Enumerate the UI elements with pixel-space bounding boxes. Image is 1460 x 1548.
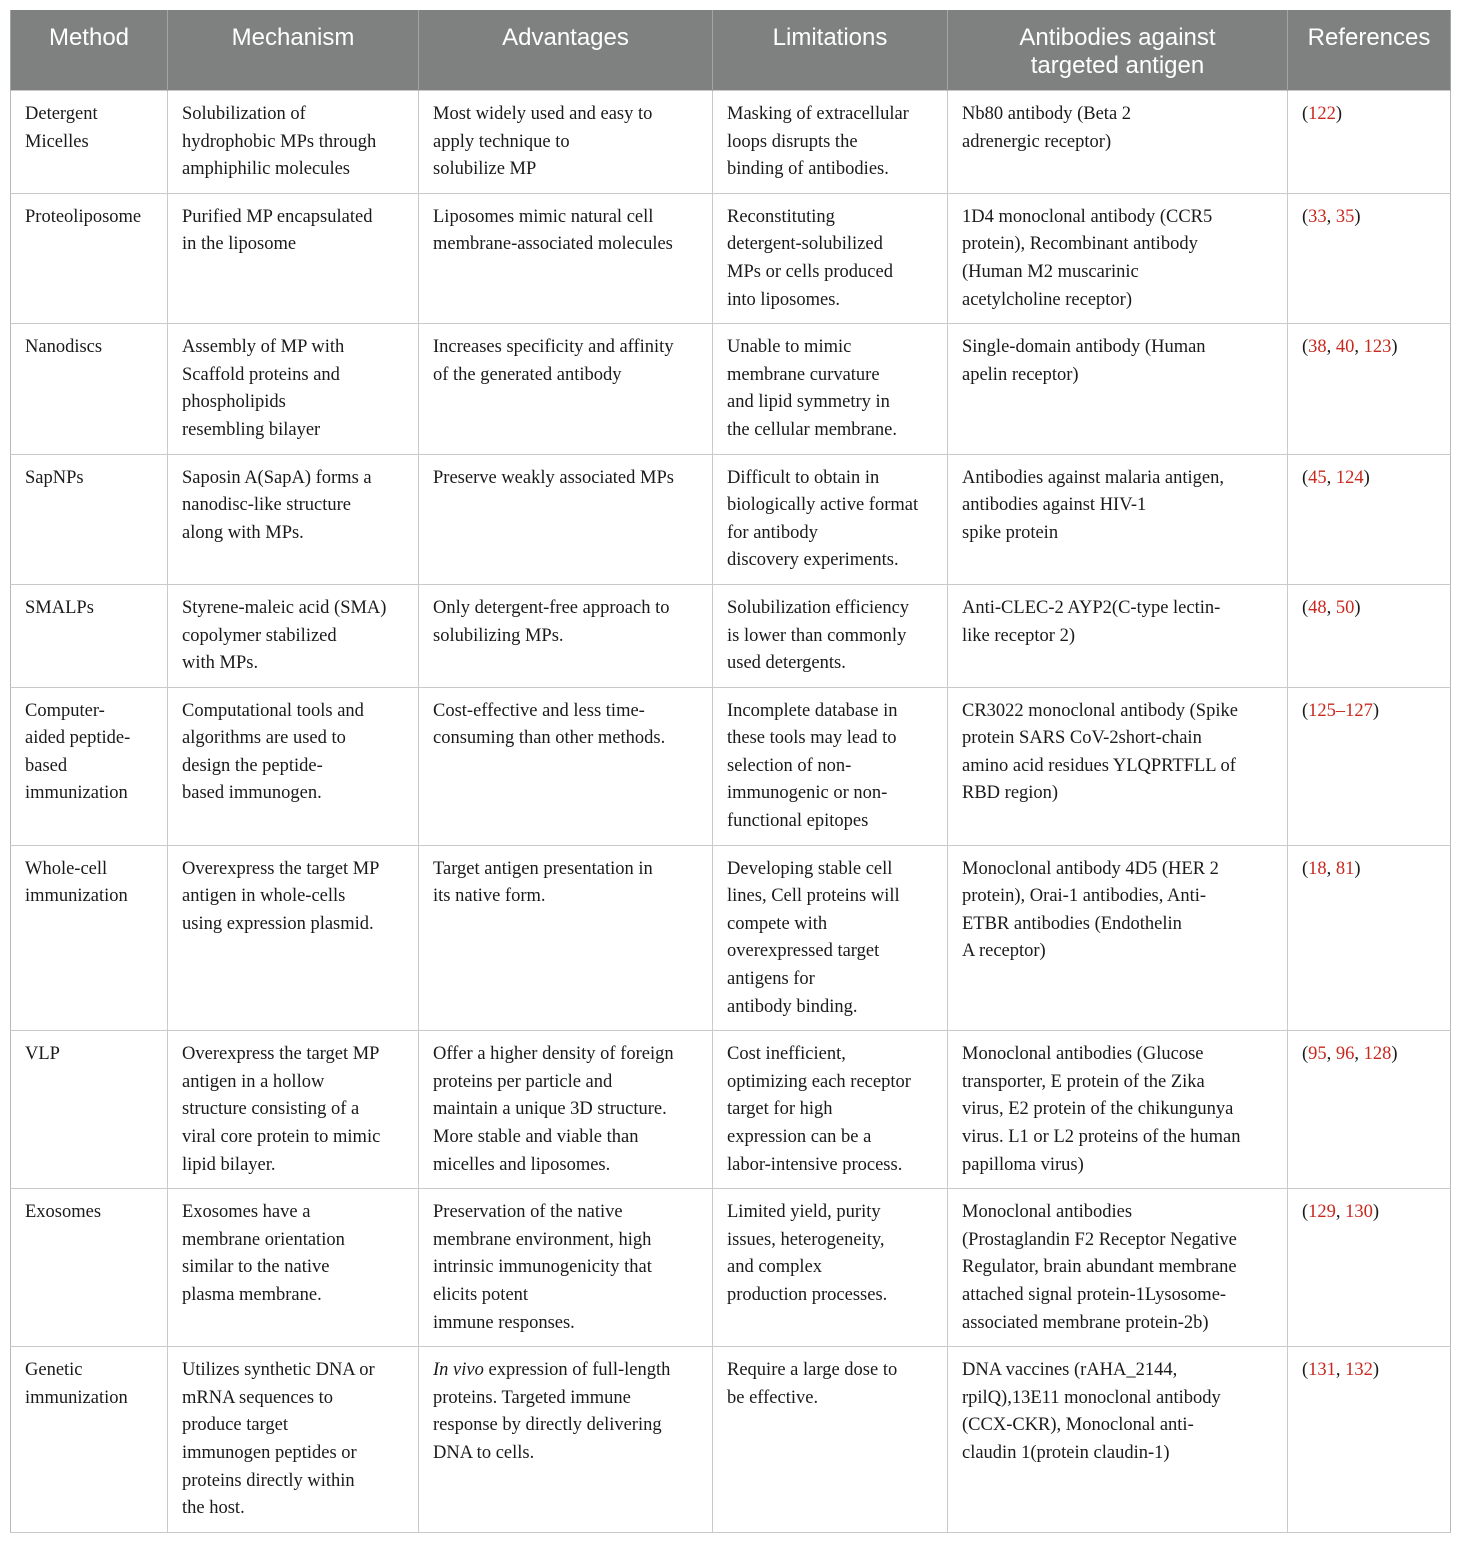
cell-limitations-line: Incomplete database in xyxy=(727,700,898,721)
cell-advantages xyxy=(419,91,713,194)
cell-advantages-line: proteins. Targeted immune xyxy=(433,1387,631,1408)
table-body xyxy=(11,91,1451,1533)
cell-advantages-line: intrinsic immunogenicity that xyxy=(433,1257,652,1278)
cell-method-line: Computer- xyxy=(25,700,105,721)
cell-limitations-line: selection of non- xyxy=(727,755,852,776)
cell-antibodies-line: acetylcholine receptor) xyxy=(962,289,1132,310)
cell-advantages xyxy=(419,1347,713,1533)
cell-limitations-line: detergent-solubilized xyxy=(727,234,883,255)
cell-method xyxy=(11,454,168,584)
cell-advantages xyxy=(419,1189,713,1347)
cell-limitations xyxy=(713,1031,948,1189)
cell-advantages-line: expression of full-length xyxy=(483,1360,671,1381)
cell-mechanism-line: membrane orientation xyxy=(182,1229,345,1250)
cell-limitations-line: Unable to mimic xyxy=(727,337,852,358)
cell-limitations xyxy=(713,324,948,454)
cell-method xyxy=(11,1189,168,1347)
cell-method-line: immunization xyxy=(25,1387,128,1408)
cell-limitations-line: issues, heterogeneity, xyxy=(727,1229,885,1250)
cell-advantages-line: Increases specificity and affinity xyxy=(433,337,674,358)
cell-limitations xyxy=(713,845,948,1031)
cell-references: (129, 130) xyxy=(1288,1189,1451,1347)
cell-mechanism-line: structure consisting of a xyxy=(182,1099,360,1120)
cell-antibodies-line: transporter, E protein of the Zika xyxy=(962,1071,1205,1092)
cell-limitations-line: membrane curvature xyxy=(727,364,880,385)
reference-link[interactable]: 33 xyxy=(1308,206,1327,227)
cell-advantages-line: maintain a unique 3D structure. xyxy=(433,1099,667,1120)
cell-method-line: Exosomes xyxy=(25,1202,102,1223)
cell-limitations-line: antigens for xyxy=(727,969,815,990)
cell-limitations xyxy=(713,1347,948,1533)
reference-link[interactable]: 48 xyxy=(1308,597,1327,618)
cell-limitations-line: Solubilization efficiency xyxy=(727,597,910,618)
reference-link[interactable]: 130 xyxy=(1345,1202,1373,1223)
header-method: Method xyxy=(11,10,168,91)
cell-advantages-line: Offer a higher density of foreign xyxy=(433,1044,674,1065)
cell-antibodies-line: claudin 1(protein claudin-1) xyxy=(962,1442,1170,1463)
cell-method-line: Nanodiscs xyxy=(25,337,103,358)
reference-link[interactable]: 95 xyxy=(1308,1044,1327,1065)
cell-references: (125–127) xyxy=(1288,687,1451,845)
cell-antibodies xyxy=(948,687,1288,845)
cell-mechanism-line: amphiphilic molecules xyxy=(182,159,350,180)
reference-link[interactable]: 50 xyxy=(1335,597,1355,618)
cell-references: (38, 40, 123) xyxy=(1288,324,1451,454)
cell-limitations-line: be effective. xyxy=(727,1387,819,1408)
header-antibodies-label: Antibodies against targeted antigen xyxy=(1019,24,1216,79)
cell-advantages xyxy=(419,687,713,845)
cell-mechanism-line: lipid bilayer. xyxy=(182,1154,276,1175)
cell-mechanism-line: mRNA sequences to xyxy=(182,1387,334,1408)
cell-advantages xyxy=(419,584,713,687)
reference-link[interactable]: 81 xyxy=(1335,858,1355,879)
table-row xyxy=(11,1189,1451,1347)
cell-antibodies-line: amino acid residues YLQPRTFLL of xyxy=(962,755,1236,776)
cell-limitations-line: discovery experiments. xyxy=(727,550,899,571)
cell-antibodies-line: Anti-CLEC-2 AYP2(C-type lectin- xyxy=(962,597,1221,618)
cell-limitations-line: biologically active format xyxy=(727,495,919,516)
cell-mechanism-line: using expression plasmid. xyxy=(182,913,374,934)
cell-antibodies-line: like receptor 2) xyxy=(962,625,1075,646)
cell-method xyxy=(11,1031,168,1189)
cell-limitations-line: and lipid symmetry in xyxy=(727,392,890,413)
cell-mechanism-line: antigen in whole-cells xyxy=(182,886,346,907)
cell-advantages xyxy=(419,845,713,1031)
cell-antibodies-line: rpilQ),13E11 monoclonal antibody xyxy=(962,1387,1221,1408)
cell-method xyxy=(11,584,168,687)
cell-mechanism-line: along with MPs. xyxy=(182,522,304,543)
cell-limitations-line: compete with xyxy=(727,913,828,934)
cell-advantages xyxy=(419,454,713,584)
cell-limitations-line: target for high xyxy=(727,1099,833,1120)
reference-link[interactable]: 125–127 xyxy=(1308,700,1373,721)
cell-mechanism-line: design the peptide- xyxy=(182,755,323,776)
cell-advantages-line: Preserve weakly associated MPs xyxy=(433,467,674,488)
cell-advantages-line: solubilize MP xyxy=(433,159,537,180)
cell-advantages-line: membrane environment, high xyxy=(433,1229,652,1250)
cell-limitations-line: loops disrupts the xyxy=(727,131,858,152)
cell-method-line: Micelles xyxy=(25,131,89,152)
table-row xyxy=(11,324,1451,454)
cell-limitations-line: production processes. xyxy=(727,1284,888,1305)
cell-mechanism-line: in the liposome xyxy=(182,234,297,255)
cell-mechanism-line: Scaffold proteins and xyxy=(182,364,340,385)
cell-method-line: immunization xyxy=(25,783,128,804)
cell-limitations-line: labor-intensive process. xyxy=(727,1154,903,1175)
cell-antibodies-line: Monoclonal antibody 4D5 (HER 2 xyxy=(962,858,1219,879)
cell-advantages-line: Only detergent-free approach to xyxy=(433,597,670,618)
cell-advantages-line: apply technique to xyxy=(433,131,570,152)
cell-references: (122) xyxy=(1288,91,1451,194)
cell-mechanism-line: with MPs. xyxy=(182,653,259,674)
cell-mechanism-line: Exosomes have a xyxy=(182,1202,311,1223)
cell-limitations-line: for antibody xyxy=(727,522,818,543)
cell-method-line: Proteoliposome xyxy=(25,206,142,227)
cell-references: (18, 81) xyxy=(1288,845,1451,1031)
cell-mechanism xyxy=(168,193,419,323)
cell-limitations-line: Masking of extracellular xyxy=(727,104,909,124)
cell-advantages-line: of the generated antibody xyxy=(433,364,622,385)
reference-link[interactable]: 40 xyxy=(1335,337,1355,358)
cell-method-line: immunization xyxy=(25,886,128,907)
cell-mechanism xyxy=(168,687,419,845)
cell-mechanism-line: algorithms are used to xyxy=(182,728,346,749)
cell-antibodies-line: Regulator, brain abundant membrane xyxy=(962,1257,1237,1278)
reference-link[interactable]: 124 xyxy=(1335,467,1364,488)
reference-link[interactable]: 128 xyxy=(1363,1044,1392,1065)
cell-advantages-line: solubilizing MPs. xyxy=(433,625,564,646)
cell-advantages-line: immune responses. xyxy=(433,1312,575,1333)
table-row xyxy=(11,91,1451,194)
cell-limitations-line: Cost inefficient, xyxy=(727,1044,846,1065)
cell-antibodies-line: apelin receptor) xyxy=(962,364,1079,385)
cell-antibodies xyxy=(948,1347,1288,1533)
cell-antibodies xyxy=(948,193,1288,323)
cell-antibodies-line: DNA vaccines (rAHA_2144, xyxy=(962,1360,1178,1381)
cell-method-line: aided peptide- xyxy=(25,728,131,749)
cell-advantages-line: Most widely used and easy to xyxy=(433,104,653,124)
cell-antibodies-line: (Prostaglandin F2 Receptor Negative xyxy=(962,1229,1237,1250)
cell-limitations-line: antibody binding. xyxy=(727,996,858,1017)
table-row xyxy=(11,1347,1451,1533)
cell-mechanism-line: nanodisc-like structure xyxy=(182,495,352,516)
cell-mechanism xyxy=(168,1347,419,1533)
cell-limitations-line: into liposomes. xyxy=(727,289,841,310)
cell-advantages-line: More stable and viable than xyxy=(433,1127,639,1147)
cell-advantages-line: its native form. xyxy=(433,886,546,907)
cell-method-line: SMALPs xyxy=(25,597,94,618)
cell-mechanism xyxy=(168,845,419,1031)
cell-limitations-line: expression can be a xyxy=(727,1127,872,1147)
cell-method-line: based xyxy=(25,755,68,776)
cell-mechanism xyxy=(168,584,419,687)
cell-limitations xyxy=(713,91,948,194)
table-row xyxy=(11,454,1451,584)
cell-antibodies-line: (Human M2 muscarinic xyxy=(962,261,1139,282)
header-antibodies xyxy=(948,10,1288,91)
cell-method xyxy=(11,845,168,1031)
cell-mechanism xyxy=(168,1031,419,1189)
italic-term: In vivo xyxy=(433,1360,484,1381)
cell-antibodies-line: ETBR antibodies (Endothelin xyxy=(962,913,1182,934)
cell-method xyxy=(11,193,168,323)
cell-antibodies-line: protein), Orai-1 antibodies, Anti- xyxy=(962,886,1207,907)
cell-limitations xyxy=(713,1189,948,1347)
cell-advantages xyxy=(419,193,713,323)
cell-advantages-line: consuming than other methods. xyxy=(433,728,666,749)
cell-antibodies-line: Nb80 antibody (Beta 2 xyxy=(962,104,1132,124)
table-container xyxy=(10,10,1450,1533)
cell-mechanism-line: based immunogen. xyxy=(182,783,322,804)
cell-limitations-line: immunogenic or non- xyxy=(727,783,888,804)
cell-mechanism-line: Assembly of MP with xyxy=(182,337,345,358)
cell-limitations-line: optimizing each receptor xyxy=(727,1071,911,1092)
cell-limitations xyxy=(713,454,948,584)
cell-limitations-line: Require a large dose to xyxy=(727,1360,898,1381)
header-row xyxy=(11,10,1451,91)
cell-antibodies-line: virus. L1 or L2 proteins of the human xyxy=(962,1127,1241,1147)
cell-mechanism-line: immunogen peptides or xyxy=(182,1442,357,1463)
cell-limitations-line: and complex xyxy=(727,1257,823,1278)
cell-antibodies-line: RBD region) xyxy=(962,783,1059,804)
cell-limitations-line: Reconstituting xyxy=(727,206,835,227)
cell-advantages-line: elicits potent xyxy=(433,1284,529,1305)
cell-advantages xyxy=(419,1031,713,1189)
cell-method-line: Whole-cell xyxy=(25,858,108,879)
reference-link[interactable]: 132 xyxy=(1345,1360,1373,1381)
cell-limitations-line: lines, Cell proteins will xyxy=(727,886,900,907)
cell-mechanism-line: Purified MP encapsulated xyxy=(182,206,373,227)
cell-mechanism xyxy=(168,1189,419,1347)
cell-mechanism-line: Saposin A(SapA) forms a xyxy=(182,467,372,488)
cell-mechanism-line: hydrophobic MPs through xyxy=(182,131,377,152)
cell-mechanism-line: plasma membrane. xyxy=(182,1284,322,1305)
cell-method xyxy=(11,91,168,194)
cell-method-line: SapNPs xyxy=(25,467,84,488)
methods-comparison-table xyxy=(10,10,1451,1533)
cell-antibodies-line: A receptor) xyxy=(962,941,1046,962)
cell-antibodies xyxy=(948,1189,1288,1347)
cell-antibodies-line: Monoclonal antibodies (Glucose xyxy=(962,1044,1204,1065)
cell-antibodies-line: protein SARS CoV-2short-chain xyxy=(962,728,1202,749)
cell-antibodies-line: Single-domain antibody (Human xyxy=(962,337,1206,358)
cell-limitations-line: binding of antibodies. xyxy=(727,159,889,180)
cell-antibodies xyxy=(948,845,1288,1031)
header-mechanism: Mechanism xyxy=(168,10,419,91)
cell-advantages-line: membrane-associated molecules xyxy=(433,234,673,255)
cell-antibodies xyxy=(948,584,1288,687)
cell-antibodies xyxy=(948,91,1288,194)
cell-limitations-line: MPs or cells produced xyxy=(727,261,893,282)
cell-advantages-line: micelles and liposomes. xyxy=(433,1154,611,1175)
cell-mechanism xyxy=(168,454,419,584)
cell-mechanism xyxy=(168,324,419,454)
cell-limitations-line: used detergents. xyxy=(727,653,846,674)
cell-mechanism-line: antigen in a hollow xyxy=(182,1071,325,1092)
cell-mechanism-line: Solubilization of xyxy=(182,104,306,124)
cell-mechanism-line: Overexpress the target MP xyxy=(182,858,380,879)
reference-link[interactable]: 18 xyxy=(1308,858,1327,879)
cell-references: (33, 35) xyxy=(1288,193,1451,323)
cell-antibodies xyxy=(948,454,1288,584)
cell-advantages-line: response by directly delivering xyxy=(433,1415,662,1436)
cell-mechanism-line: viral core protein to mimic xyxy=(182,1127,381,1147)
cell-antibodies-line: protein), Recombinant antibody xyxy=(962,234,1198,255)
header-limitations: Limitations xyxy=(713,10,948,91)
cell-limitations-line: functional epitopes xyxy=(727,811,869,832)
cell-antibodies xyxy=(948,1031,1288,1189)
table-row xyxy=(11,1031,1451,1189)
cell-limitations-line: Difficult to obtain in xyxy=(727,467,880,488)
reference-link[interactable]: 96 xyxy=(1335,1044,1355,1065)
cell-antibodies-line: papilloma virus) xyxy=(962,1154,1084,1175)
cell-mechanism-line: produce target xyxy=(182,1415,288,1436)
cell-limitations-line: Limited yield, purity xyxy=(727,1202,881,1223)
cell-antibodies-line: Monoclonal antibodies xyxy=(962,1202,1133,1223)
cell-advantages-line: Cost-effective and less time- xyxy=(433,700,645,721)
cell-references: (95, 96, 128) xyxy=(1288,1031,1451,1189)
cell-mechanism-line: phospholipids xyxy=(182,392,286,413)
cell-limitations-line: Developing stable cell xyxy=(727,858,893,879)
cell-method-line: Genetic xyxy=(25,1360,83,1381)
cell-method xyxy=(11,1347,168,1533)
cell-advantages-line: Target antigen presentation in xyxy=(433,858,653,879)
cell-advantages-line: proteins per particle and xyxy=(433,1071,613,1092)
cell-method-line: VLP xyxy=(25,1044,60,1065)
cell-antibodies-line: associated membrane protein-2b) xyxy=(962,1312,1209,1333)
cell-mechanism-line: Computational tools and xyxy=(182,700,364,721)
reference-link[interactable]: 35 xyxy=(1335,206,1355,227)
table-row xyxy=(11,584,1451,687)
cell-limitations-line: the cellular membrane. xyxy=(727,419,898,440)
table-row xyxy=(11,687,1451,845)
cell-antibodies-line: CR3022 monoclonal antibody (Spike xyxy=(962,700,1238,721)
cell-references: (48, 50) xyxy=(1288,584,1451,687)
cell-mechanism-line: the host. xyxy=(182,1498,245,1519)
cell-antibodies-line: (CCX-CKR), Monoclonal anti- xyxy=(962,1415,1194,1436)
cell-advantages-line: DNA to cells. xyxy=(433,1442,535,1463)
cell-mechanism-line: copolymer stabilized xyxy=(182,625,337,646)
cell-limitations xyxy=(713,193,948,323)
reference-link[interactable]: 129 xyxy=(1308,1202,1336,1223)
cell-method xyxy=(11,687,168,845)
cell-limitations xyxy=(713,584,948,687)
header-advantages: Advantages xyxy=(419,10,713,91)
cell-references: (45, 124) xyxy=(1288,454,1451,584)
cell-antibodies-line: virus, E2 protein of the chikungunya xyxy=(962,1099,1234,1120)
cell-mechanism-line: Utilizes synthetic DNA or xyxy=(182,1360,375,1381)
cell-antibodies-line: attached signal protein-1Lysosome- xyxy=(962,1284,1227,1305)
cell-advantages-line: Liposomes mimic natural cell xyxy=(433,206,654,227)
cell-antibodies-line: adrenergic receptor) xyxy=(962,131,1112,152)
cell-antibodies-line: antibodies against HIV-1 xyxy=(962,495,1147,516)
reference-link[interactable]: 131 xyxy=(1308,1360,1336,1381)
cell-advantages xyxy=(419,324,713,454)
cell-mechanism-line: Overexpress the target MP xyxy=(182,1044,380,1065)
header-references: References xyxy=(1288,10,1451,91)
reference-link[interactable]: 38 xyxy=(1308,337,1327,358)
cell-mechanism xyxy=(168,91,419,194)
cell-references: (131, 132) xyxy=(1288,1347,1451,1533)
cell-antibodies-line: spike protein xyxy=(962,522,1059,543)
table-row xyxy=(11,193,1451,323)
cell-limitations-line: is lower than commonly xyxy=(727,625,907,646)
cell-antibodies-line: 1D4 monoclonal antibody (CCR5 xyxy=(962,206,1213,227)
table-row xyxy=(11,845,1451,1031)
cell-mechanism-line: similar to the native xyxy=(182,1257,330,1278)
reference-link[interactable]: 45 xyxy=(1308,467,1327,488)
cell-mechanism-line: Styrene-maleic acid (SMA) xyxy=(182,597,387,618)
cell-limitations xyxy=(713,687,948,845)
reference-link[interactable]: 122 xyxy=(1308,104,1336,124)
reference-link[interactable]: 123 xyxy=(1363,337,1392,358)
cell-mechanism-line: resembling bilayer xyxy=(182,419,321,440)
cell-limitations-line: overexpressed target xyxy=(727,941,880,962)
cell-advantages-line: Preservation of the native xyxy=(433,1202,623,1223)
cell-mechanism-line: proteins directly within xyxy=(182,1470,355,1491)
cell-method-line: Detergent xyxy=(25,104,98,124)
cell-antibodies xyxy=(948,324,1288,454)
cell-method xyxy=(11,324,168,454)
cell-limitations-line: these tools may lead to xyxy=(727,728,897,749)
cell-antibodies-line: Antibodies against malaria antigen, xyxy=(962,467,1225,488)
